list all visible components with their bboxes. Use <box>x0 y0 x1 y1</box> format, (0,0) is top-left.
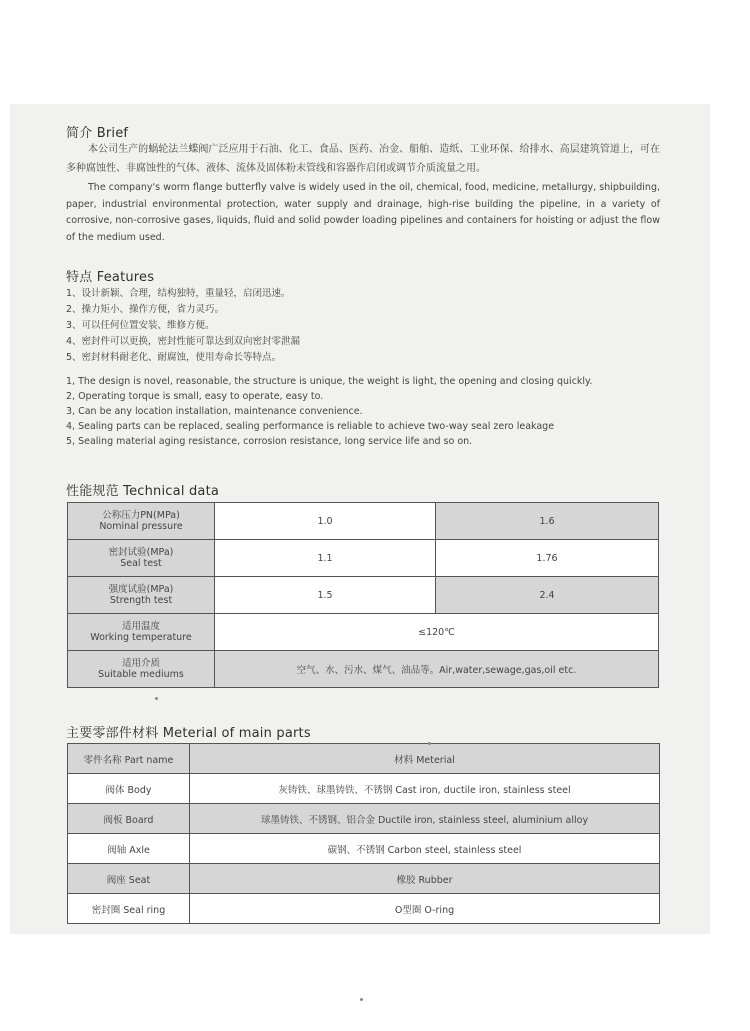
table-cell: 橡胶 Rubber <box>190 864 660 894</box>
features-chinese-list <box>66 286 666 366</box>
table-row <box>68 651 659 688</box>
list-item: 5、密封材料耐老化、耐腐蚀，使用寿命长等特点。 <box>66 352 282 363</box>
table-cell: 1.76 <box>436 540 659 577</box>
row-label: 强度试验(MPa) Strength test <box>68 577 215 614</box>
table-cell: 空气、水、污水、煤气、油品等。Air,water,sewage,gas,oil etc. <box>215 651 659 688</box>
brief-chinese-paragraph: 本公司生产的蜗轮法兰蝶阀广泛应用于石油、化工、食品、医药、冶金、船舶、造纸、工业环保、给排水、高层建筑管道上，可在多种腐蚀性、非腐蚀性的气体、液体、流体及固体粉末管线和容器作启闭或调节介质流量之用。 <box>66 144 660 174</box>
parts-heading: 主要零部件材料 Meterial of main parts <box>66 726 311 741</box>
list-item: 5, Sealing material aging resistance, corrosion resistance, long service life and so on. <box>66 436 473 447</box>
scan-speck <box>155 697 158 700</box>
table-cell: 2.4 <box>436 577 659 614</box>
table-row <box>68 894 660 924</box>
list-item: 3、可以任何位置安装、维修方便。 <box>66 320 215 331</box>
table-cell: 灰铸铁、球墨铸铁、不锈钢 Cast iron, ductile iron, stainless steel <box>190 774 660 804</box>
column-header: 零件名称 Part name <box>68 744 190 774</box>
brief-heading: 简介 Brief <box>66 126 129 141</box>
table-cell: O型圈 O-ring <box>190 894 660 924</box>
table-cell: 碳钢、不锈钢 Carbon steel, stainless steel <box>190 834 660 864</box>
row-label: 公称压力PN(MPa) Nominal pressure <box>68 503 215 540</box>
table-row <box>68 540 659 577</box>
technical-data-table <box>67 502 659 688</box>
table-row <box>68 503 659 540</box>
table-cell: 1.1 <box>215 540 436 577</box>
table-cell: 1.6 <box>436 503 659 540</box>
table-cell: 1.0 <box>215 503 436 540</box>
table-cell: 阀板 Board <box>68 804 190 834</box>
list-item: 1, The design is novel, reasonable, the structure is unique, the weight is light, the opening and closing quickly. <box>66 376 593 387</box>
table-row <box>68 834 660 864</box>
table-row <box>68 774 660 804</box>
row-label: 密封试验(MPa) Seal test <box>68 540 215 577</box>
scan-speck <box>360 998 363 1001</box>
table-cell: ≤120℃ <box>215 614 659 651</box>
list-item: 3, Can be any location installation, maintenance convenience. <box>66 406 363 417</box>
table-row <box>68 614 659 651</box>
brief-english-paragraph: The company's worm flange butterfly valve is widely used in the oil, chemical, food, medicine, metallurgy, shipbuilding, paper, industrial environmental protection, water supply and drainage, high-rise building the pipeline, in a variety of corrosive, non-corrosive gases, liquids, fluid and solid powder loading pipelines and containers for hoisting or adjust the flow of the medium used. <box>66 182 660 243</box>
parts-material-table <box>67 743 660 924</box>
row-label: 适用温度 Working temperature <box>68 614 215 651</box>
table-cell: 阀座 Seat <box>68 864 190 894</box>
table-row <box>68 804 660 834</box>
list-item: 4, Sealing parts can be replaced, sealing performance is reliable to achieve two-way seal zero leakage <box>66 421 555 432</box>
technical-heading: 性能规范 Technical data <box>66 484 220 499</box>
list-item: 1、设计新颖、合理，结构独特，重量轻，启闭迅速。 <box>66 288 291 299</box>
table-row <box>68 864 660 894</box>
table-cell: 球墨铸铁、不锈钢、铝合金 Ductile iron, stainless steel, aluminium alloy <box>190 804 660 834</box>
list-item: 2, Operating torque is small, easy to operate, easy to. <box>66 391 324 402</box>
features-english-list <box>66 374 666 449</box>
list-item: 4、密封件可以更换，密封性能可靠达到双向密封零泄漏 <box>66 336 301 347</box>
row-label: 适用介质 Suitable mediums <box>68 651 215 688</box>
list-item: 2、操力矩小、操作方便，省力灵巧。 <box>66 304 225 315</box>
scan-speck <box>428 742 431 745</box>
table-cell: 1.5 <box>215 577 436 614</box>
table-row <box>68 577 659 614</box>
table-cell: 密封圈 Seal ring <box>68 894 190 924</box>
table-cell: 阀体 Body <box>68 774 190 804</box>
features-heading: 特点 Features <box>66 270 155 285</box>
table-header-row <box>68 744 660 774</box>
table-cell: 阀轴 Axle <box>68 834 190 864</box>
column-header: 材料 Meterial <box>190 744 660 774</box>
